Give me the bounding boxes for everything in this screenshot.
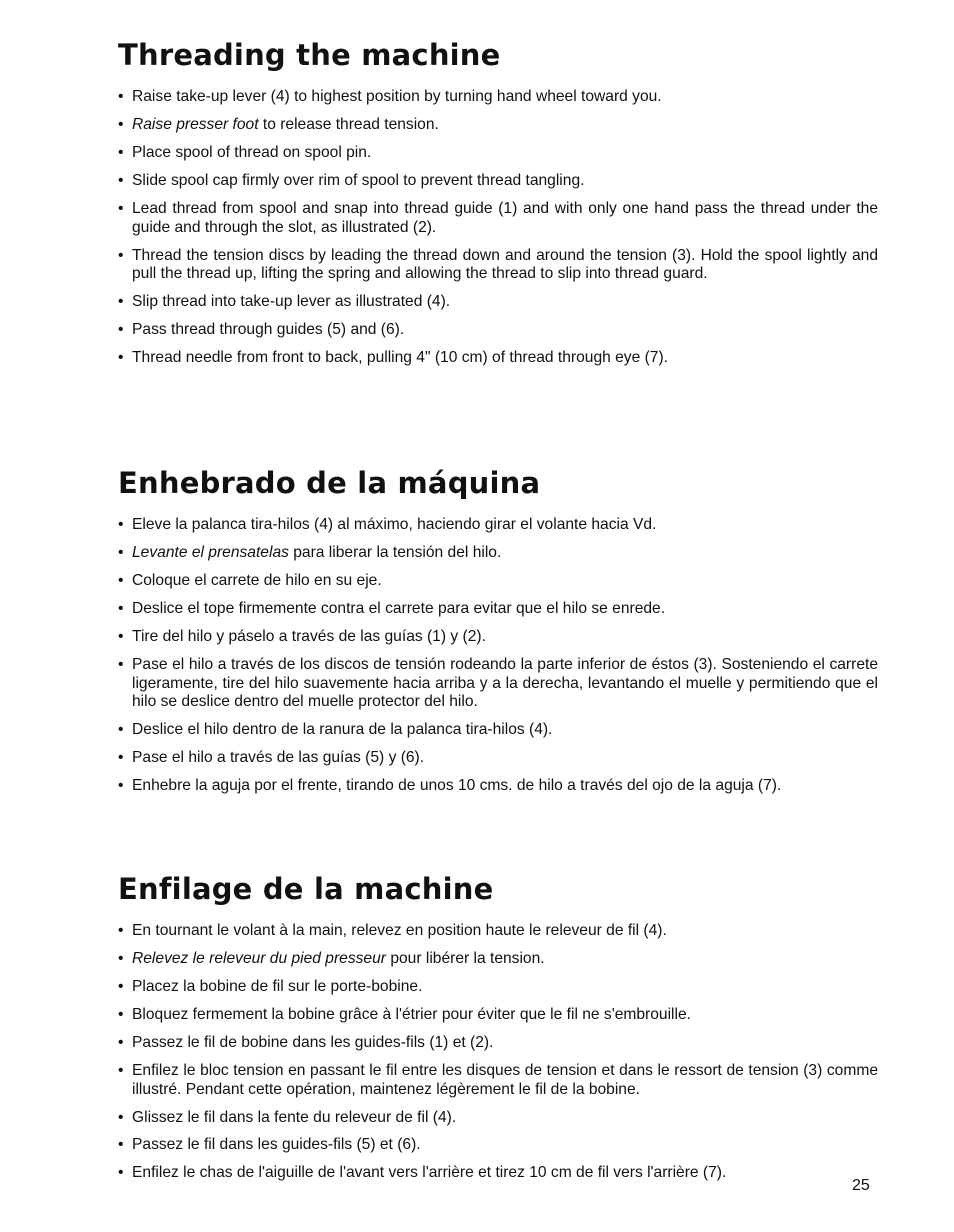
list-item: • Deslice el hilo dentro de la ranura de la palanca tira-hilos (4).: [118, 721, 878, 740]
list-item: • Thread the tension discs by leading the thread down and around the tension (3). Hold the spool lightly and pull the thread up, lifting the spring and allowing the thread to slip into thread guard.: [118, 247, 878, 284]
list-item: • Enhebre la aguja por el frente, tirando de unos 10 cms. de hilo a través del ojo de la aguja (7).: [118, 777, 878, 796]
list-item: • Bloquez fermement la bobine grâce à l'étrier pour éviter que le fil ne s'embrouille.: [118, 1006, 878, 1025]
list-item: • En tournant le volant à la main, relevez en position haute le releveur de fil (4).: [118, 922, 878, 941]
list-item: • Enfilez le bloc tension en passant le fil entre les disques de tension et dans le ressort de tension (3) comme illustré. Pendant cette opération, maintenez légèrement le fil de la bobine.: [118, 1062, 878, 1099]
list-item: • Pase el hilo a través de los discos de tensión rodeando la parte inferior de éstos (3). Sosteniendo el carrete ligeramente, tire del hilo suavemente hacia arriba y a la derecha, levantando el muelle y permitiendo que el hilo se deslice dentro del muelle protector del hilo.: [118, 656, 878, 712]
list-item: • Slide spool cap firmly over rim of spool to prevent thread tangling.: [118, 172, 878, 191]
list-item: • Enfilez le chas de l'aiguille de l'avant vers l'arrière et tirez 10 cm de fil vers l'arrière (7).: [118, 1164, 878, 1183]
list-item: • Glissez le fil dans la fente du releveur de fil (4).: [118, 1109, 878, 1128]
page-number: 25: [852, 1177, 870, 1194]
list-item: • Deslice el tope firmemente contra el carrete para evitar que el hilo se enrede.: [118, 600, 878, 619]
list-item: • Thread needle from front to back, pulling 4" (10 cm) of thread through eye (7).: [118, 349, 878, 368]
section-title: Threading the machine: [118, 38, 501, 72]
list-item: • Raise take-up lever (4) to highest position by turning hand wheel toward you.: [118, 88, 878, 107]
list-item: • Levante el prensatelas para liberar la tensión del hilo.: [118, 544, 878, 563]
list-item: • Eleve la palanca tira-hilos (4) al máximo, haciendo girar el volante hacia Vd.: [118, 516, 878, 535]
list-item: • Tire del hilo y páselo a través de las guías (1) y (2).: [118, 628, 878, 647]
instruction-list: [118, 922, 878, 1183]
list-item: • Slip thread into take-up lever as illustrated (4).: [118, 293, 878, 312]
list-item: • Coloque el carrete de hilo en su eje.: [118, 572, 878, 591]
instruction-list: [118, 88, 878, 368]
section-french: [118, 872, 878, 1192]
instruction-list: [118, 516, 878, 796]
list-item: • Raise presser foot to release thread tension.: [118, 116, 878, 135]
list-item: • Lead thread from spool and snap into thread guide (1) and with only one hand pass the thread under the guide and through the slot, as illustrated (2).: [118, 200, 878, 237]
section-title: Enfilage de la machine: [118, 872, 494, 906]
list-item: • Placez la bobine de fil sur le porte-bobine.: [118, 978, 878, 997]
list-item: • Passez le fil de bobine dans les guides-fils (1) et (2).: [118, 1034, 878, 1053]
list-item: • Pass thread through guides (5) and (6).: [118, 321, 878, 340]
list-item: • Place spool of thread on spool pin.: [118, 144, 878, 163]
list-item: • Relevez le releveur du pied presseur pour libérer la tension.: [118, 950, 878, 969]
list-item: • Pase el hilo a través de las guías (5) y (6).: [118, 749, 878, 768]
list-item: • Passez le fil dans les guides-fils (5) et (6).: [118, 1136, 878, 1155]
section-english: [118, 38, 878, 377]
section-title: Enhebrado de la máquina: [118, 466, 541, 500]
section-spanish: [118, 466, 878, 805]
